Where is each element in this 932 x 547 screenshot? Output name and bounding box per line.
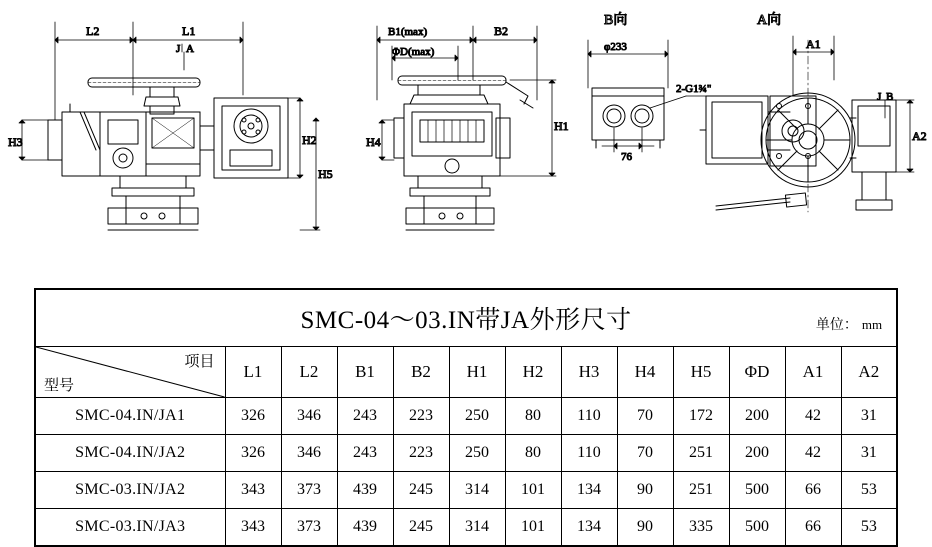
technical-drawing: [0, 0, 932, 270]
cell-b1: 243: [337, 398, 393, 435]
column-header-phid: ΦD: [729, 347, 785, 398]
row-model: SMC-03.IN/JA2: [35, 472, 225, 509]
table-corner-cell: [35, 347, 225, 398]
dim-Phi233: φ233: [604, 41, 627, 53]
table-title: SMC-04～03.IN带JA外形尺寸: [300, 307, 632, 334]
dim-JA: A: [186, 43, 194, 55]
column-header-b2: B2: [393, 347, 449, 398]
cell-h5: 251: [673, 472, 729, 509]
cell-a1: 42: [785, 435, 841, 472]
dim-H2: H2: [302, 133, 317, 147]
column-header-h3: H3: [561, 347, 617, 398]
cell-l1: 326: [225, 435, 281, 472]
column-header-h5: H5: [673, 347, 729, 398]
row-model: SMC-04.IN/JA2: [35, 435, 225, 472]
column-header-l2: L2: [281, 347, 337, 398]
cell-phid: 200: [729, 435, 785, 472]
cell-l2: 373: [281, 509, 337, 547]
cell-l2: 346: [281, 435, 337, 472]
cell-phid: 500: [729, 472, 785, 509]
label-view-a: A向: [757, 13, 782, 28]
spec-table-container: [34, 288, 896, 535]
cell-h3: 134: [561, 472, 617, 509]
cell-l2: 373: [281, 472, 337, 509]
row-model: SMC-03.IN/JA3: [35, 509, 225, 547]
cell-a2: 31: [841, 435, 897, 472]
table-title-cell: [35, 289, 897, 347]
cell-b2: 245: [393, 509, 449, 547]
column-header-h4: H4: [617, 347, 673, 398]
cell-h4: 90: [617, 509, 673, 547]
dim-JB: B: [886, 91, 894, 103]
dim-H3: H3: [8, 135, 23, 149]
column-header-l1: L1: [225, 347, 281, 398]
dim-B1max: B1(max): [388, 26, 428, 38]
cell-b1: 439: [337, 472, 393, 509]
dim-thread: 2-G1¾": [676, 83, 712, 95]
corner-item-label: 项目: [184, 354, 215, 370]
cell-a2: 53: [841, 472, 897, 509]
cell-phid: 200: [729, 398, 785, 435]
cell-h3: 110: [561, 398, 617, 435]
cell-l1: 343: [225, 472, 281, 509]
cell-l1: 343: [225, 509, 281, 547]
svg-text:J: J: [176, 43, 181, 55]
dim-A1: A1: [806, 37, 821, 51]
table-header-row: [35, 347, 897, 398]
cell-a2: 53: [841, 509, 897, 547]
unit-label: 单位：: [815, 318, 858, 333]
cell-h2: 80: [505, 435, 561, 472]
column-header-h1: H1: [449, 347, 505, 398]
cell-h1: 250: [449, 398, 505, 435]
cell-h3: 110: [561, 435, 617, 472]
cell-b2: 223: [393, 398, 449, 435]
cell-h4: 90: [617, 472, 673, 509]
table-row: [35, 398, 897, 435]
table-row: [35, 472, 897, 509]
table-title-row: [35, 289, 897, 347]
dim-L1: L1: [182, 24, 196, 38]
cell-h4: 70: [617, 435, 673, 472]
cell-h2: 101: [505, 509, 561, 547]
dim-PhiD-max: ΦD(max): [392, 46, 435, 58]
cell-h1: 250: [449, 435, 505, 472]
corner-model-label: 型号: [44, 378, 75, 394]
cell-h5: 251: [673, 435, 729, 472]
cell-h1: 314: [449, 472, 505, 509]
column-header-h2: H2: [505, 347, 561, 398]
dim-L2: L2: [86, 24, 100, 38]
dim-H1: H1: [554, 119, 569, 133]
dim-B2: B2: [494, 24, 509, 38]
cell-l1: 326: [225, 398, 281, 435]
column-header-a1: A1: [785, 347, 841, 398]
cell-a1: 66: [785, 472, 841, 509]
cell-a2: 31: [841, 398, 897, 435]
cell-a1: 66: [785, 509, 841, 547]
cell-b2: 223: [393, 435, 449, 472]
svg-text:J: J: [877, 91, 882, 103]
unit-value: mm: [861, 317, 883, 332]
table-row: [35, 435, 897, 472]
table-unit: [816, 314, 882, 334]
dim-76: 76: [621, 151, 632, 163]
column-header-b1: B1: [337, 347, 393, 398]
cell-h5: 172: [673, 398, 729, 435]
cell-b2: 245: [393, 472, 449, 509]
cell-h2: 80: [505, 398, 561, 435]
row-model: SMC-04.IN/JA1: [35, 398, 225, 435]
spec-table: [34, 288, 898, 547]
cell-h3: 134: [561, 509, 617, 547]
cell-h5: 335: [673, 509, 729, 547]
dim-H5: H5: [318, 167, 333, 181]
dim-A2: A2: [912, 129, 927, 143]
drawing-svg: [0, 0, 932, 272]
table-row: [35, 509, 897, 547]
cell-h1: 314: [449, 509, 505, 547]
dim-H4: H4: [366, 135, 381, 149]
cell-a1: 42: [785, 398, 841, 435]
cell-phid: 500: [729, 509, 785, 547]
cell-l2: 346: [281, 398, 337, 435]
column-header-a2: A2: [841, 347, 897, 398]
label-view-b: B向: [604, 13, 628, 28]
cell-h2: 101: [505, 472, 561, 509]
cell-h4: 70: [617, 398, 673, 435]
cell-b1: 243: [337, 435, 393, 472]
cell-b1: 439: [337, 509, 393, 547]
